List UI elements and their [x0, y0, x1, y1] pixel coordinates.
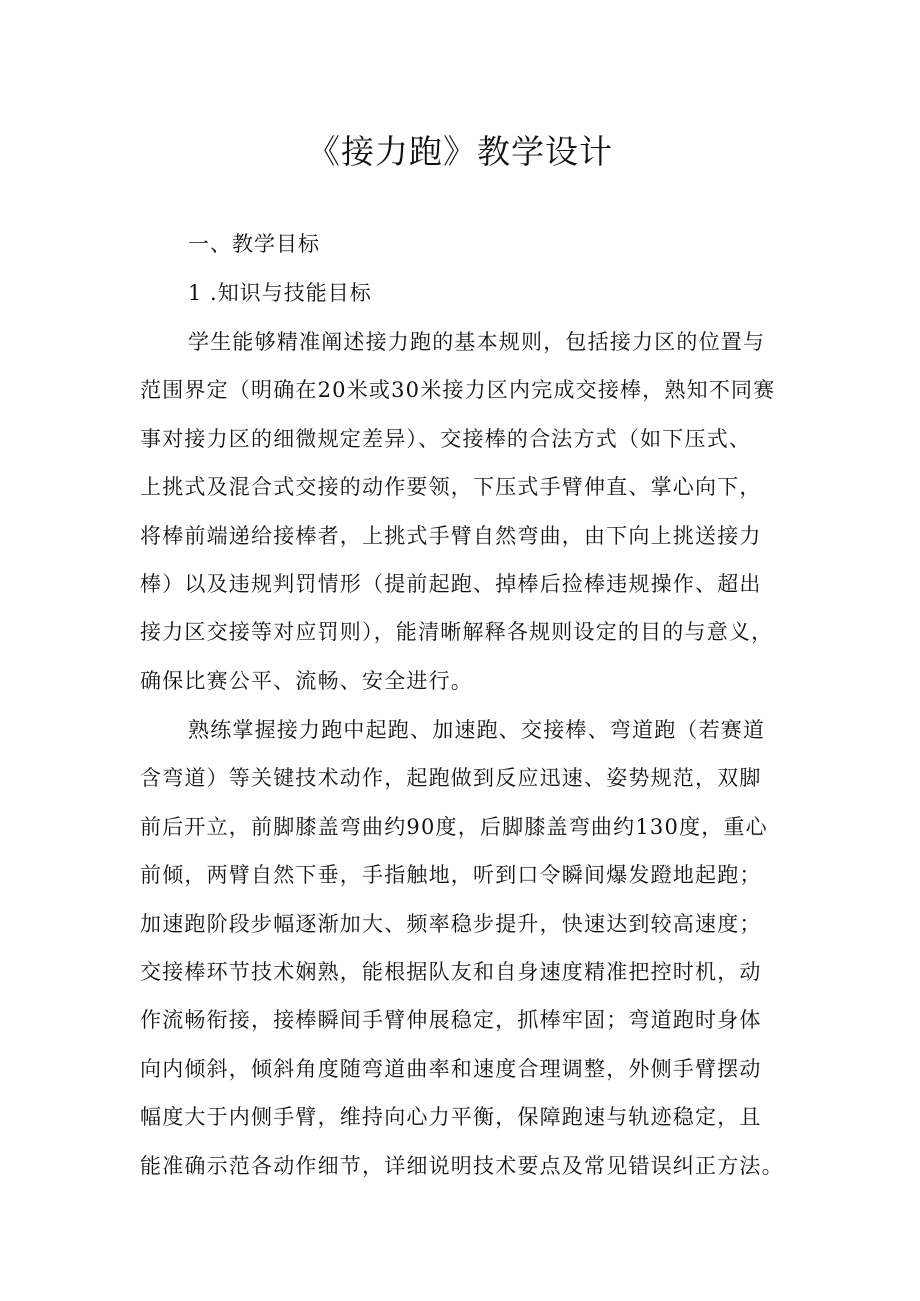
paragraph-line: 含弯道）等关键技术动作，起跑做到反应迅速、姿势规范，双脚 [140, 766, 762, 791]
paragraph-line: 前倾，两臂自然下垂，手指触地，听到口令瞬间爆发蹬地起跑； [140, 863, 762, 888]
paragraph-line: 交接棒环节技术娴熟，能根据队友和自身速度精准把控时机，动 [140, 960, 762, 985]
paragraph-line: 幅度大于内侧手臂，维持向心力平衡，保障跑速与轨迹稳定，且 [140, 1105, 762, 1130]
paragraph-line: 学生能够精准阐述接力跑的基本规则，包括接力区的位置与 [188, 330, 766, 354]
paragraph-line: 上挑式及混合式交接的动作要领，下压式手臂伸直、掌心向下， [140, 475, 762, 500]
paragraph-line: 事对接力区的细微规定差异）、交接棒的合法方式（如下压式、 [140, 426, 752, 451]
paragraph-line: 接力区交接等对应罚则），能清晰解释各规则设定的目的与意义， [140, 620, 774, 645]
paragraph-line: 将棒前端递给接棒者，上挑式手臂自然弯曲，由下向上挑送接力 [140, 523, 762, 548]
paragraph-line: 确保比赛公平、流畅、安全进行。 [140, 668, 473, 693]
paragraph-line: 能准确示范各动作细节，详细说明技术要点及常见错误纠正方法。 [140, 1153, 784, 1178]
document-title: 《接力跑》教学设计 [307, 132, 613, 171]
paragraph-line: 范围界定（明确在20米或30米接力区内完成交接棒，熟知不同赛 [140, 378, 776, 403]
paragraph-techniques [140, 706, 782, 1190]
paragraph-line: 前后开立，前脚膝盖弯曲约90度，后脚膝盖弯曲约130度，重心 [140, 814, 768, 839]
paragraph-line: 作流畅衔接，接棒瞬间手臂伸展稳定，抓棒牢固；弯道跑时身体 [140, 1008, 762, 1033]
paragraph-line: 加速跑阶段步幅逐渐加大、频率稳步提升，快速达到较高速度； [140, 911, 762, 936]
subsection-heading: 1 .知识与技能目标 [188, 281, 372, 305]
paragraph-line: 棒）以及违规判罚情形（提前起跑、掉棒后捡棒违规操作、超出 [140, 572, 762, 597]
paragraph-line: 向内倾斜，倾斜角度随弯道曲率和速度合理调整，外侧手臂摆动 [140, 1056, 762, 1081]
paragraph-line: 熟练掌握接力跑中起跑、加速跑、交接棒、弯道跑（若赛道 [188, 718, 766, 742]
section-heading: 一、教学目标 [188, 232, 320, 256]
paragraph-rules [140, 318, 782, 705]
